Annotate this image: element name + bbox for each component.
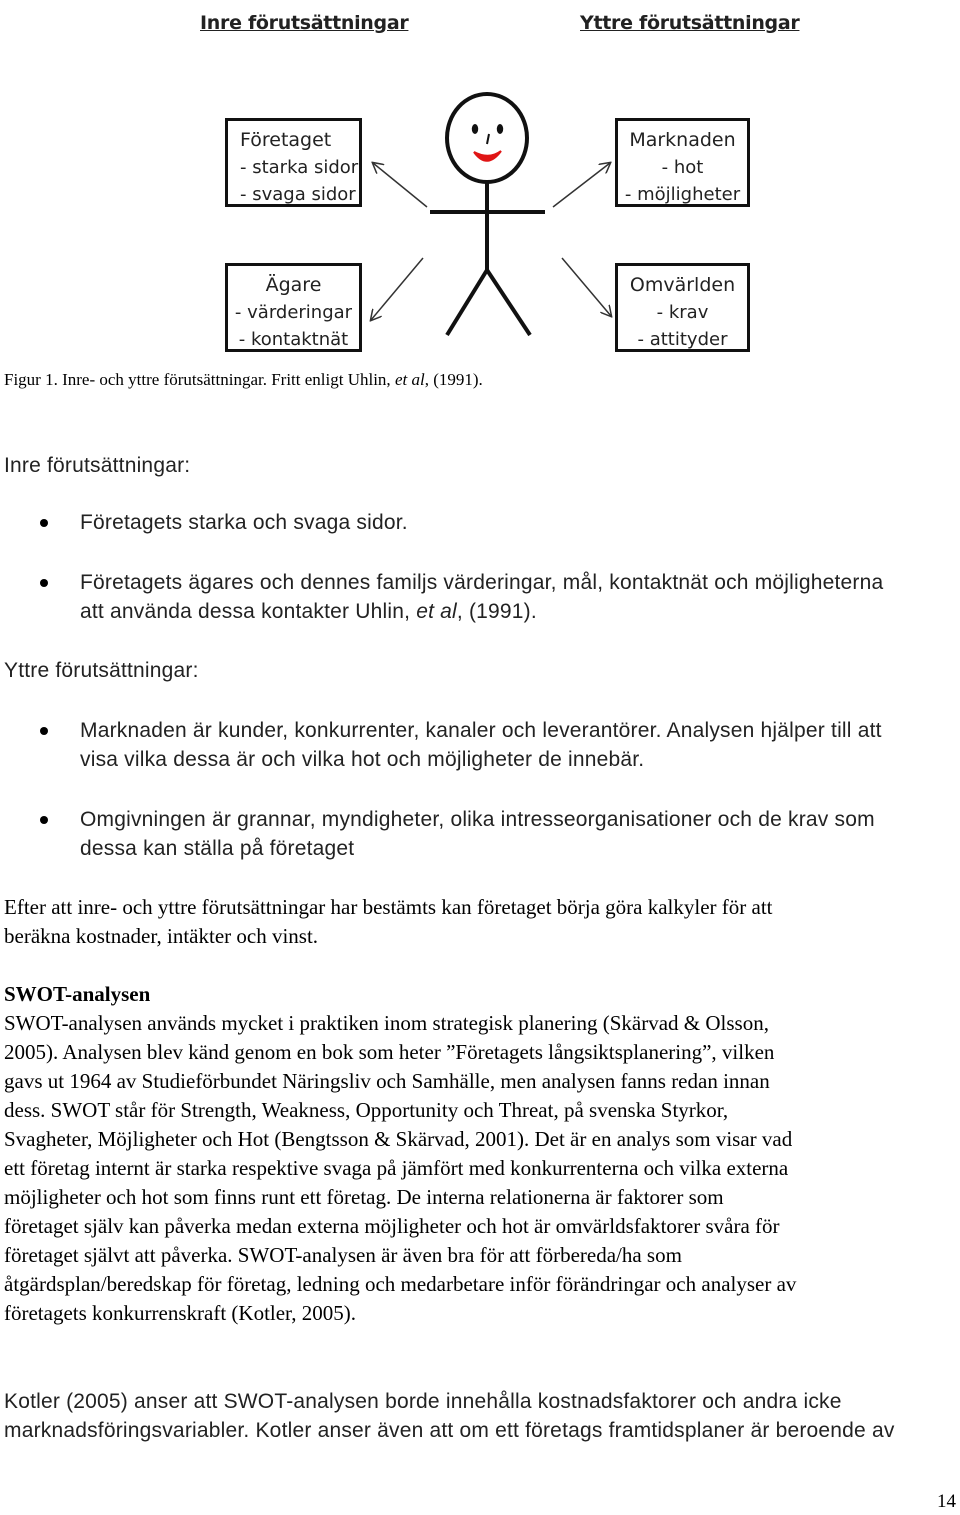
- stick-figure-leg-right: [487, 270, 530, 335]
- stick-figure-eye-left: [472, 124, 478, 134]
- after-paragraph-line-2: beräkna kostnader, intäkter och vinst.: [4, 924, 319, 948]
- stick-figure-diagram: [0, 0, 960, 360]
- inner-item-2-line-1: Företagets ägares och dennes familjs värderingar, mål, kontaktnät och möjligheterna: [80, 571, 884, 594]
- figure-heading-inner: Inre förutsättningar: [200, 12, 409, 34]
- swot-line-7: möjligheter och hot som finns runt ett företag. De interna relationerna är faktorer som: [4, 1185, 724, 1209]
- box-omvarlden-line-2: - attityder: [637, 329, 728, 350]
- swot-line-3: gavs ut 1964 av Studieförbundet Näringsliv och Samhälle, men analysen fanns redan innan: [4, 1069, 770, 1093]
- swot-line-9: företaget självt att påverka. SWOT-analysen är även bra för att förbereda/ha som: [4, 1243, 682, 1267]
- box-foretaget-title: Företaget: [240, 129, 332, 151]
- box-agare: [225, 263, 362, 352]
- swot-line-4: dess. SWOT står för Strength, Weakness, Opportunity och Threat, på svenska Styrkor,: [4, 1098, 729, 1122]
- figure-caption: [4, 370, 483, 390]
- box-marknaden-line-1: - hot: [661, 157, 704, 178]
- swot-heading: SWOT-analysen: [4, 982, 151, 1006]
- box-omvarlden: [615, 263, 750, 352]
- inner-item-1: [80, 508, 955, 537]
- box-omvarlden-line-1: - krav: [656, 302, 709, 323]
- arrow-to-omvarlden: [562, 258, 611, 316]
- box-foretaget-line-2: - svaga sidor: [240, 184, 356, 205]
- stick-figure-eye-right: [497, 124, 503, 134]
- inner-item-2-line-2: att använda dessa kontakter Uhlin, et al, (1991).: [80, 600, 537, 623]
- swot-paragraph: [4, 1009, 796, 1328]
- after-paragraph: [4, 893, 773, 951]
- figure-caption-text: Figur 1. Inre- och yttre förutsättningar. Fritt enligt Uhlin,: [4, 370, 395, 389]
- figure-caption-italic: et al: [394, 370, 425, 389]
- arrow-to-marknaden: [553, 163, 610, 207]
- stick-figure-head: [447, 94, 527, 182]
- outer-item-2: [80, 805, 955, 863]
- kotler-line-2: marknadsföringsvariabler. Kotler anser även att om ett företags framtidsplaner är beroende av: [4, 1419, 895, 1442]
- box-agare-line-2: - kontaktnät: [238, 329, 349, 350]
- box-marknaden-line-2: - möjligheter: [624, 184, 741, 205]
- swot-line-6: ett företag internt är starka respektive svaga på jämfört med konkurrenterna och vilka externa: [4, 1156, 789, 1180]
- swot-line-2: 2005). Analysen blev känd genom en bok som heter ”Företagets långsiktsplanering”, vilken: [4, 1040, 775, 1064]
- outer-item-2-line-1: Omgivningen är grannar, myndigheter, olika intresseorganisationer och de krav som: [80, 808, 875, 831]
- kotler-paragraph: [4, 1387, 895, 1445]
- box-agare-title: Ägare: [265, 274, 322, 296]
- box-foretaget: [225, 118, 362, 207]
- bullet-inner-2: [40, 579, 48, 587]
- kotler-line-1: Kotler (2005) anser att SWOT-analysen borde innehålla kostnadsfaktorer och andra icke: [4, 1390, 842, 1413]
- box-agare-line-1: - värderingar: [234, 302, 353, 323]
- box-omvarlden-title: Omvärlden: [629, 274, 736, 296]
- outer-item-2-line-2: dessa kan ställa på företaget: [80, 837, 355, 860]
- arrow-to-agare: [371, 258, 423, 320]
- swot-line-10: åtgärdsplan/beredskap för företag, ledning och medarbetare inför förändringar och analyser av: [4, 1272, 797, 1296]
- swot-line-5: Svagheter, Möjligheter och Hot (Bengtsson & Skärvad, 2001). Det är en analys som visar vad: [4, 1127, 793, 1151]
- figure-heading-outer: Yttre förutsättningar: [580, 12, 800, 34]
- outer-item-1-line-1: Marknaden är kunder, konkurrenter, kanaler och leverantörer. Analysen hjälper till att: [80, 719, 882, 742]
- outer-heading: Yttre förutsättningar:: [4, 659, 199, 682]
- box-marknaden-title: Marknaden: [629, 129, 736, 151]
- swot-line-8: företaget själv kan påverka medan externa möjligheter och hot är omvärldsfaktorer svåra för: [4, 1214, 780, 1238]
- bullet-outer-2: [40, 816, 48, 824]
- inner-item-2: [80, 568, 955, 626]
- after-paragraph-line-1: Efter att inre- och yttre förutsättningar har bestämts kan företaget börja göra kalkyler för att: [4, 895, 773, 919]
- bullet-inner-1: [40, 519, 48, 527]
- bullet-outer-1: [40, 727, 48, 735]
- figure-caption-tail: , (1991).: [424, 370, 483, 389]
- inner-heading: Inre förutsättningar:: [4, 454, 191, 477]
- figure-inner-outer-conditions: [0, 0, 960, 360]
- box-marknaden: [615, 118, 750, 207]
- outer-item-1: [80, 716, 955, 774]
- page-number: 14: [937, 1491, 956, 1512]
- swot-line-1: SWOT-analysen används mycket i praktiken inom strategisk planering (Skärvad & Olsson,: [4, 1011, 769, 1035]
- stick-figure-leg-left: [447, 270, 487, 335]
- box-foretaget-line-1: - starka sidor: [240, 157, 359, 178]
- arrow-to-foretaget: [373, 163, 427, 207]
- outer-item-1-line-2: visa vilka dessa är och vilka hot och möjligheter de innebär.: [80, 748, 645, 771]
- inner-item-1-line-1: Företagets starka och svaga sidor.: [80, 511, 408, 534]
- swot-line-11: företagets konkurrenskraft (Kotler, 2005).: [4, 1301, 356, 1325]
